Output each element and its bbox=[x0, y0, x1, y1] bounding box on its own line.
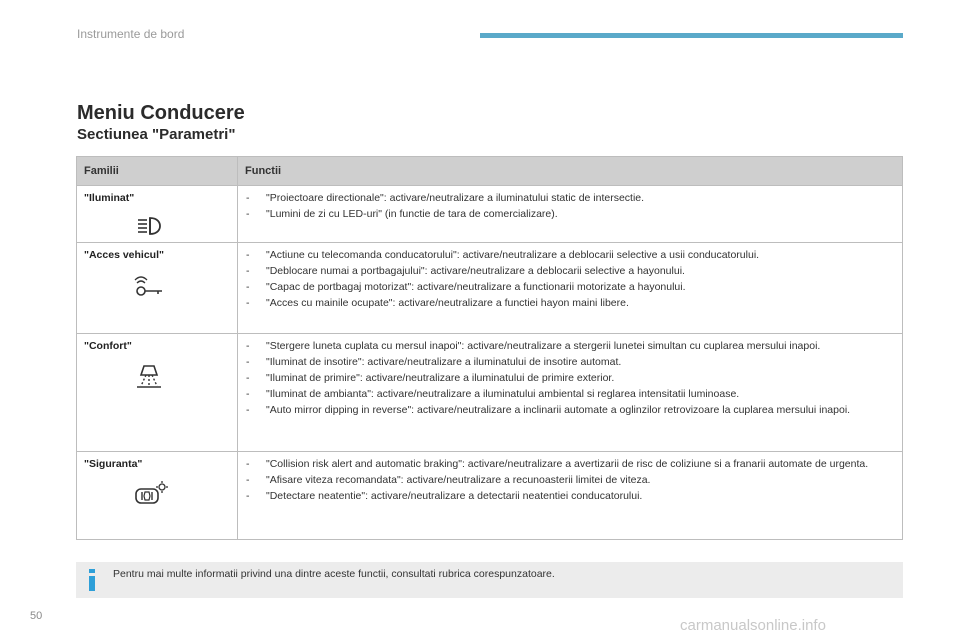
function-item: - "Stergere luneta cuplata cu mersul inapoi": activare/neutralizare a stergerii lunetei simultan cu cuplarea mersului inapoi. bbox=[246, 340, 821, 352]
family-name: "Iluminat" bbox=[84, 192, 135, 204]
function-item: - "Afisare viteza recomandata": activare/neutralizare a recunoasterii limitei de viteza. bbox=[246, 474, 651, 486]
interior-light-icon bbox=[133, 362, 165, 390]
column-header-familii: Familii bbox=[77, 157, 238, 185]
function-item: - "Iluminat de insotire": activare/neutralizare a iluminatului de insotire automat. bbox=[246, 356, 622, 368]
table-header bbox=[77, 157, 902, 185]
functions-table bbox=[76, 156, 903, 540]
function-item: - "Iluminat de primire": activare/neutralizare a iluminatului de primire exterior. bbox=[246, 372, 615, 384]
table-row-confort bbox=[77, 333, 902, 451]
family-name: "Siguranta" bbox=[84, 458, 143, 470]
table-row-acces-vehicul bbox=[77, 242, 902, 333]
column-header-functii: Functii bbox=[245, 165, 282, 177]
function-item: - "Proiectoare directionale": activare/neutralizare a iluminatului static de intersectie. bbox=[246, 192, 645, 204]
table-row-siguranta bbox=[77, 451, 902, 539]
function-item: - "Actiune cu telecomanda conducatorului": activare/neutralizare a deblocarii selective a usii conducatorului. bbox=[246, 249, 760, 261]
watermark: carmanualsonline.info bbox=[680, 617, 826, 634]
headlamp-icon bbox=[133, 212, 165, 240]
function-item: - "Lumini de zi cu LED-uri" (in functie de tara de comercializare). bbox=[246, 208, 558, 220]
function-item: - "Acces cu mainile ocupate": activare/neutralizare a functiei hayon maini libere. bbox=[246, 297, 629, 309]
page-number: 50 bbox=[30, 610, 43, 622]
page-title: Meniu Conducere bbox=[77, 102, 245, 124]
function-item: - "Capac de portbagaj motorizat": activare/neutralizare a functionarii motorizate a hayonului. bbox=[246, 281, 686, 293]
header-accent-bar bbox=[480, 33, 903, 38]
function-item: - "Collision risk alert and automatic braking": activare/neutralizare a avertizarii de risc de coliziune si a franarii automate de urgenta. bbox=[246, 458, 869, 470]
info-text: Pentru mai multe informatii privind una dintre aceste functii, consultati rubrica corespunzatoare. bbox=[113, 568, 555, 580]
page-subtitle: Sectiunea "Parametri" bbox=[77, 126, 236, 143]
function-item: - "Auto mirror dipping in reverse": activare/neutralizare a inclinarii automate a oglinzilor retrovizoare la cuplarea mersului inapoi. bbox=[246, 404, 851, 416]
family-name: "Acces vehicul" bbox=[84, 249, 164, 261]
info-note bbox=[76, 562, 903, 598]
info-icon bbox=[87, 569, 97, 591]
family-name: "Confort" bbox=[84, 340, 132, 352]
function-item: - "Detectare neatentie": activare/neutralizare a detectarii neatentiei conducatorului. bbox=[246, 490, 643, 502]
function-item: - "Iluminat de ambianta": activare/neutralizare a iluminatului ambiental si reglarea intensitatii luminoase. bbox=[246, 388, 740, 400]
section-header: Instrumente de bord bbox=[77, 27, 185, 41]
remote-key-icon bbox=[133, 273, 165, 301]
car-safety-settings-icon bbox=[133, 480, 165, 508]
table-row-iluminat bbox=[77, 185, 902, 242]
function-item: - "Deblocare numai a portbagajului": activare/neutralizare a deblocarii selective a hayonului. bbox=[246, 265, 685, 277]
